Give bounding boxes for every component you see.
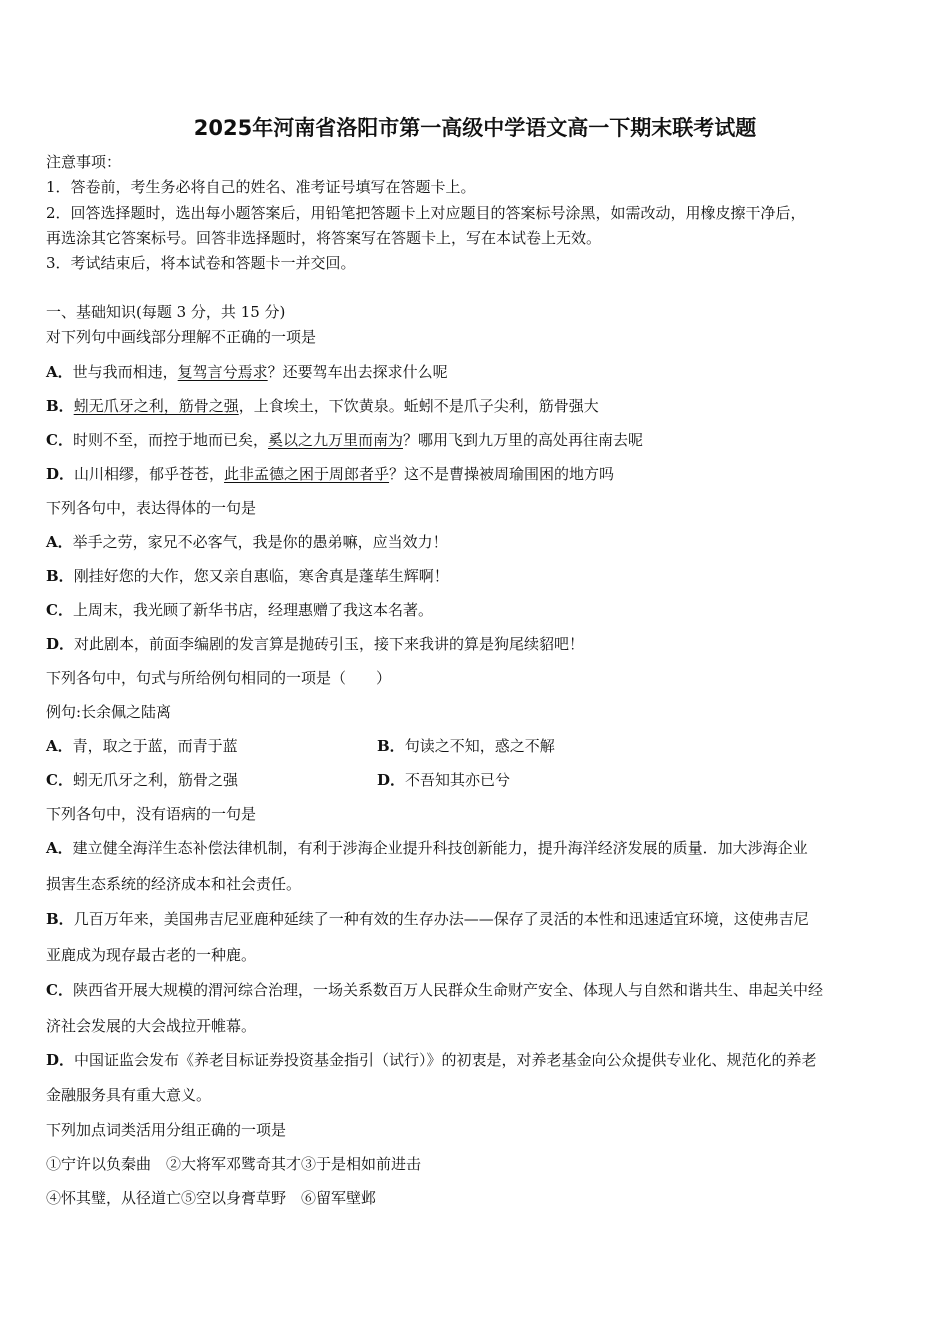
option-d (46, 464, 614, 484)
notice-item: 再选涂其它答案标号。回答非选择题时，将答案写在答题卡上，写在本试卷上无效。 (46, 229, 602, 247)
option-label: D． (46, 465, 75, 483)
option-text: ？这不是曹操被周瑜围困的地方吗 (389, 465, 615, 483)
option-c (46, 980, 823, 1000)
option-text: 陕西省开展大规模的渭河综合治理，一场关系数百万人民群众生命财产安全、体现人与自然和谐共生、串起关中经 (72, 981, 823, 999)
underlined-text: 奚以之九万里而南为 (267, 431, 403, 449)
option-text: 几百万年来，美国弗吉尼亚鹿种延续了一种有效的生存办法——保存了灵活的本性和迅速适宜环境，这使弗吉尼 (73, 910, 809, 928)
question-stem: 下列加点词类活用分组正确的一项是 (46, 1121, 287, 1139)
option-label: B． (46, 567, 74, 585)
option-c (46, 430, 643, 450)
underlined-text: 复驾言兮焉求 (177, 363, 268, 381)
option-c (46, 600, 433, 620)
option-text: 句读之不知，惑之不解 (404, 737, 555, 755)
option-text: 不吾知其亦已兮 (405, 771, 511, 789)
option-text: 上周末，我光顾了新华书店，经理惠赠了我这本名著。 (72, 601, 433, 619)
option-label: C． (46, 601, 73, 619)
section-heading: 一、基础知识(每题 3 分，共 15 分) (46, 303, 286, 321)
option-text: 建立健全海洋生态补偿法律机制，有利于涉海企业提升科技创新能力，提升海洋经济发展的质量．加大涉海企业 (72, 839, 808, 857)
option-a-cont: 损害生态系统的经济成本和社会责任。 (46, 875, 302, 893)
option-a (46, 532, 448, 552)
option-text: 山川相缪，郁乎苍苍， (74, 465, 225, 483)
option-b (46, 566, 449, 586)
option-b (377, 736, 555, 756)
question-stem: 对下列句中画线部分理解不正确的一项是 (46, 328, 317, 346)
option-label: B． (46, 397, 74, 415)
option-d (377, 770, 510, 790)
notice-item: 3．考试结束后，将本试卷和答题卡一并交回。 (46, 254, 356, 272)
option-label: B． (46, 910, 74, 928)
option-text: 时则不至，而控于地而已矣， (72, 431, 268, 449)
option-label: C． (46, 771, 73, 789)
option-label: D． (46, 635, 75, 653)
question-stem: 下列各句中，句式与所给例句相同的一项是（ ） (46, 669, 392, 687)
option-a (46, 736, 238, 756)
option-text: ，上食埃土，下饮黄泉。蚯蚓不是爪子尖利，筋骨强大 (238, 397, 599, 415)
underlined-text: 此非孟德之困于周郎者乎 (224, 465, 390, 483)
option-label: A． (46, 839, 73, 857)
notice-item: 2．回答选择题时，选出每小题答案后，用铅笔把答题卡上对应题目的答案标号涂黑，如需改动，用橡皮擦干净后， (46, 204, 806, 222)
option-text: ？还要驾车出去探求什么呢 (267, 363, 448, 381)
option-label: A． (46, 737, 73, 755)
option-text: 刚挂好您的大作，您又亲自惠临，寒舍真是蓬荜生辉啊！ (73, 567, 449, 585)
option-text: 世与我而相违， (72, 363, 178, 381)
option-label: A． (46, 363, 73, 381)
option-text: 蚓无爪牙之利，筋骨之强 (72, 771, 238, 789)
option-a (46, 838, 808, 858)
option-label: D． (377, 771, 406, 789)
option-text: ？哪用飞到九万里的高处再往南去呢 (402, 431, 643, 449)
option-d (46, 634, 584, 654)
option-c (46, 770, 238, 790)
option-b (46, 396, 599, 416)
option-b-cont: 亚鹿成为现存最古老的一种鹿。 (46, 946, 257, 964)
option-text: 对此剧本，前面李编剧的发言算是抛砖引玉，接下来我讲的算是狗尾续貂吧！ (74, 635, 585, 653)
page-title: 2025年河南省洛阳市第一高级中学语文高一下期末联考试题 (193, 116, 757, 140)
option-a (46, 362, 448, 382)
option-d (46, 1050, 817, 1070)
question-stem: 下列各句中，没有语病的一句是 (46, 805, 257, 823)
option-text: 中国证监会发布《养老目标证券投资基金指引（试行）》的初衷是，对养老基金向公众提供专业化、规范化的养老 (74, 1051, 817, 1069)
option-label: A． (46, 533, 73, 551)
option-d-cont: 金融服务具有重大意义。 (46, 1086, 212, 1104)
option-c-cont: 济社会发展的大会战拉开帷幕。 (46, 1017, 257, 1035)
underlined-text: 蚓无爪牙之利，筋骨之强 (73, 397, 239, 415)
option-label: C． (46, 431, 73, 449)
word-group-row: ④怀其璧，从径道亡⑤空以身膏草野 ⑥留军壁邺 (46, 1189, 377, 1207)
word-group-row: ①宁许以负秦曲 ②大将军邓骘奇其才③于是相如前进击 (46, 1155, 422, 1173)
question-stem: 下列各句中，表达得体的一句是 (46, 499, 257, 517)
notice-heading: 注意事项： (46, 153, 122, 171)
option-label: C． (46, 981, 73, 999)
option-label: D． (46, 1051, 75, 1069)
option-b (46, 909, 809, 929)
example-sentence: 例句:长余佩之陆离 (46, 703, 172, 721)
option-label: B． (377, 737, 405, 755)
option-text: 举手之劳，家兄不必客气，我是你的愚弟嘛，应当效力！ (72, 533, 448, 551)
notice-item: 1．答卷前，考生务必将自己的姓名、准考证号填写在答题卡上。 (46, 178, 476, 196)
option-text: 青，取之于蓝，而青于蓝 (72, 737, 238, 755)
